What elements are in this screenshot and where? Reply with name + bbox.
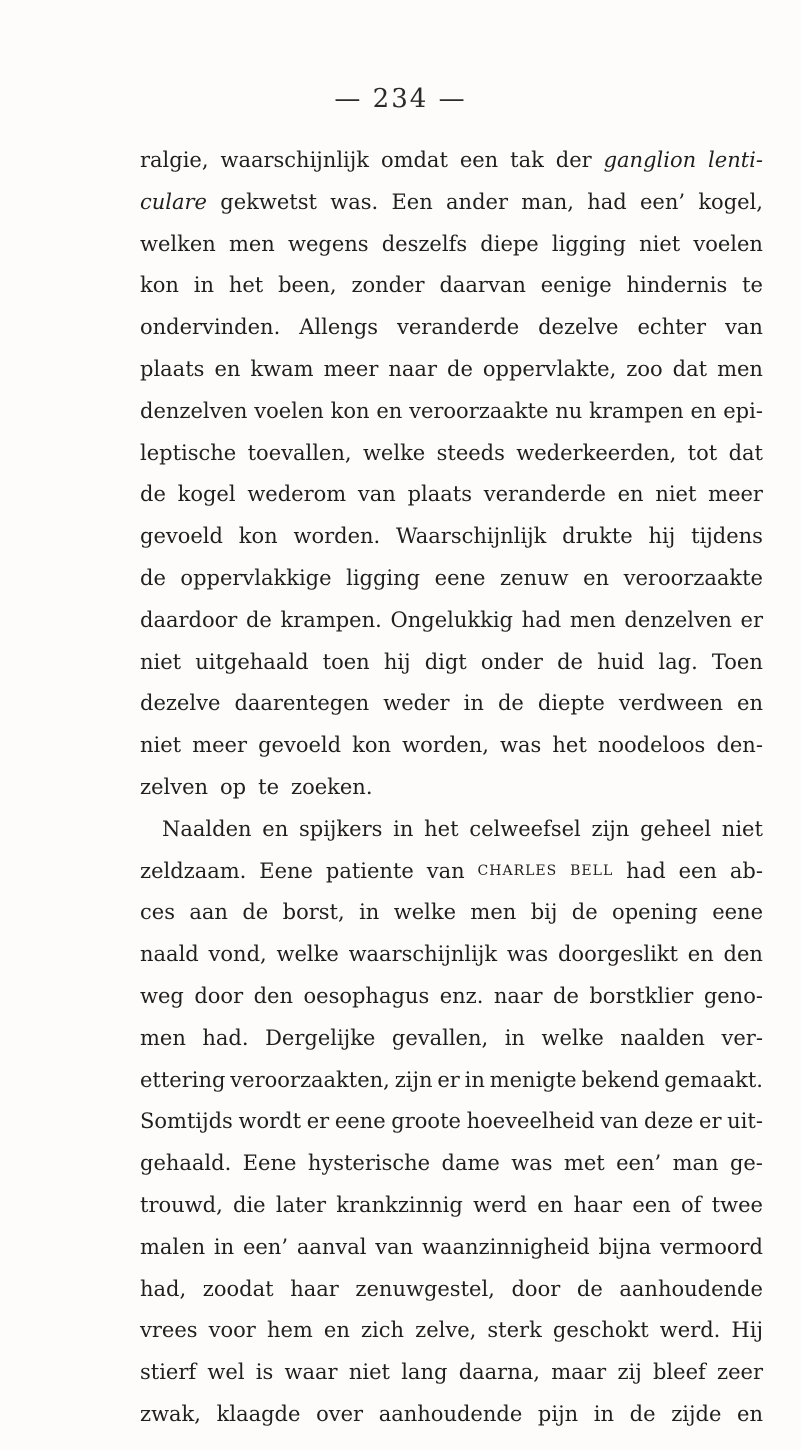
word: hindernis bbox=[626, 273, 728, 298]
word: den bbox=[253, 983, 294, 1008]
word: Eene bbox=[242, 1151, 297, 1176]
word: had bbox=[587, 189, 627, 214]
word: stierf bbox=[140, 1360, 197, 1385]
word: en bbox=[537, 1192, 564, 1217]
text-line bbox=[140, 1185, 763, 1227]
word: was. bbox=[330, 189, 379, 214]
text-line bbox=[140, 307, 763, 349]
word: naald bbox=[140, 942, 199, 967]
text-line bbox=[140, 851, 763, 893]
word: zelve, bbox=[415, 1318, 477, 1343]
text-line bbox=[140, 1060, 763, 1102]
word: later bbox=[275, 1192, 327, 1217]
word: onder bbox=[480, 649, 543, 674]
word: daarentegen bbox=[234, 691, 370, 716]
word: dat bbox=[728, 440, 763, 465]
word: oesophagus bbox=[303, 983, 430, 1008]
word: de bbox=[497, 691, 524, 716]
word: de bbox=[571, 900, 598, 925]
word: Naalden bbox=[162, 816, 252, 841]
word: ettering bbox=[140, 1067, 226, 1092]
word: kogel bbox=[177, 482, 236, 507]
word: werd bbox=[473, 1192, 527, 1217]
word: van bbox=[357, 482, 396, 507]
word: de bbox=[629, 1401, 656, 1426]
word: veroorzaakte bbox=[623, 565, 763, 590]
body-text bbox=[140, 140, 780, 1436]
word: het bbox=[424, 816, 459, 841]
word: had, bbox=[140, 1276, 187, 1301]
text-line bbox=[140, 1310, 763, 1352]
word: de bbox=[140, 565, 166, 590]
word: voelen bbox=[693, 231, 763, 256]
word: zeer bbox=[717, 1360, 763, 1385]
word: digt bbox=[424, 649, 467, 674]
word: in bbox=[213, 1234, 235, 1259]
word: veranderde bbox=[396, 315, 520, 340]
word: niet bbox=[639, 231, 681, 256]
word: ganglion bbox=[603, 148, 697, 172]
word: eene bbox=[434, 565, 486, 590]
word: veranderde bbox=[483, 482, 606, 507]
word: den bbox=[723, 942, 763, 967]
word: zoo bbox=[626, 356, 663, 381]
word: sterk bbox=[487, 1318, 542, 1343]
word: zijn bbox=[591, 816, 630, 841]
word: kwam bbox=[250, 356, 314, 381]
word: in bbox=[464, 1067, 485, 1092]
word: door bbox=[194, 983, 244, 1008]
word: eenige bbox=[540, 273, 612, 298]
word: culare bbox=[140, 189, 207, 214]
word: Waarschijnlijk bbox=[396, 524, 547, 549]
text-line bbox=[140, 265, 763, 307]
word: oppervlakte, bbox=[482, 356, 617, 381]
word: en bbox=[262, 816, 289, 841]
word: diepe bbox=[480, 231, 539, 256]
word: Ongelukkig bbox=[390, 607, 513, 632]
word: geno- bbox=[703, 983, 763, 1008]
word: met bbox=[563, 1151, 605, 1176]
word: weg bbox=[140, 983, 184, 1008]
word: ligging bbox=[346, 565, 421, 590]
word: tot bbox=[687, 440, 718, 465]
word: hij bbox=[648, 524, 676, 549]
word: echter bbox=[637, 315, 707, 340]
word: zenuw bbox=[500, 565, 569, 590]
word: krankzinnig bbox=[336, 1192, 463, 1217]
word: weder bbox=[383, 691, 450, 716]
text-line bbox=[140, 433, 763, 475]
word: van bbox=[600, 1109, 639, 1134]
word: er bbox=[699, 1109, 722, 1134]
word: kon bbox=[140, 273, 179, 298]
word: patiente bbox=[325, 858, 414, 883]
word: bij bbox=[530, 900, 558, 925]
word: plaats bbox=[140, 356, 205, 381]
word: zoeken. bbox=[291, 774, 373, 799]
word: aanhoudende bbox=[378, 1401, 523, 1426]
text-line bbox=[140, 809, 763, 851]
word: Dergelijke bbox=[265, 1025, 376, 1050]
word: diepte bbox=[537, 691, 605, 716]
word: toevallen, bbox=[247, 440, 352, 465]
word: CHARLES bbox=[477, 862, 558, 879]
word: werd. bbox=[659, 1318, 721, 1343]
word: en bbox=[690, 398, 717, 423]
text-line bbox=[140, 1018, 763, 1060]
word: lenti- bbox=[708, 148, 763, 172]
word: niet bbox=[140, 649, 182, 674]
word: naalden bbox=[620, 1025, 705, 1050]
word: een bbox=[632, 1192, 671, 1217]
word: er bbox=[437, 1067, 460, 1092]
word: tak bbox=[510, 148, 544, 172]
word: been, bbox=[278, 273, 337, 298]
word: in bbox=[359, 900, 380, 925]
word: lang bbox=[401, 1360, 448, 1385]
word: Hij bbox=[731, 1318, 763, 1343]
word: borstklier bbox=[589, 983, 694, 1008]
word: en bbox=[583, 565, 610, 590]
word: men bbox=[228, 231, 275, 256]
word: hysterische bbox=[307, 1151, 431, 1176]
text-line bbox=[140, 516, 763, 558]
word: ralgie, bbox=[140, 148, 209, 172]
text-line bbox=[140, 934, 763, 976]
word: te bbox=[258, 774, 279, 799]
word: vrees bbox=[140, 1318, 198, 1343]
text-line bbox=[140, 1394, 763, 1436]
word: een bbox=[459, 148, 499, 172]
word: man, bbox=[521, 189, 574, 214]
word: aanhoudende bbox=[619, 1276, 763, 1301]
word: menigte bbox=[489, 1067, 577, 1092]
word: lag. bbox=[658, 649, 698, 674]
word: dezelve bbox=[140, 691, 221, 716]
word: hoeveelheid bbox=[466, 1109, 595, 1134]
word: kon bbox=[238, 524, 278, 549]
word: deszelfs bbox=[381, 231, 468, 256]
word: er bbox=[306, 1109, 330, 1134]
word: haar bbox=[573, 1192, 623, 1217]
text-line bbox=[140, 892, 763, 934]
word: spijkers bbox=[298, 816, 383, 841]
word: zelven bbox=[140, 774, 209, 799]
word: naar bbox=[388, 356, 437, 381]
word: ge- bbox=[729, 1151, 763, 1176]
word: geheel bbox=[640, 816, 712, 841]
word: bijna bbox=[598, 1234, 652, 1259]
word: de bbox=[557, 649, 583, 674]
word: had. bbox=[202, 1025, 249, 1050]
word: ces bbox=[140, 900, 175, 925]
word: man bbox=[672, 1151, 719, 1176]
word: eene bbox=[334, 1109, 386, 1134]
word: meer bbox=[192, 733, 248, 758]
word: welke bbox=[393, 900, 456, 925]
word: de bbox=[576, 1276, 603, 1301]
word: hem bbox=[266, 1318, 313, 1343]
page-number: — 234 — bbox=[334, 84, 467, 114]
text-line bbox=[140, 1101, 763, 1143]
word: welke bbox=[276, 942, 339, 967]
word: over bbox=[316, 1401, 364, 1426]
word: worden. bbox=[293, 524, 381, 549]
word: een bbox=[678, 858, 717, 883]
word: uitgehaald bbox=[195, 649, 309, 674]
word: niet bbox=[348, 1360, 390, 1385]
word: daarna, bbox=[458, 1360, 540, 1385]
word: was bbox=[511, 1151, 553, 1176]
word: en bbox=[323, 1318, 350, 1343]
word: zijde bbox=[671, 1401, 722, 1426]
word: de bbox=[242, 900, 269, 925]
word: worden, bbox=[402, 733, 489, 758]
word: waarschijnlijk bbox=[220, 148, 370, 172]
word: drukte bbox=[562, 524, 633, 549]
word: een’ bbox=[616, 1151, 662, 1176]
word: gehaald. bbox=[140, 1151, 232, 1176]
word: waanzinnigheid bbox=[422, 1234, 590, 1259]
word: denzelven bbox=[140, 398, 248, 423]
word: noodeloos bbox=[597, 733, 706, 758]
text-line bbox=[140, 976, 763, 1018]
word: de bbox=[447, 356, 473, 381]
word: ondervinden. bbox=[140, 315, 281, 340]
word: epi- bbox=[723, 398, 763, 423]
word: zoodat bbox=[202, 1276, 274, 1301]
word: dat bbox=[672, 356, 708, 381]
word: in bbox=[504, 1025, 525, 1050]
word: er bbox=[740, 607, 763, 632]
word: nu bbox=[555, 398, 583, 423]
word: kon bbox=[330, 398, 370, 423]
word: en bbox=[617, 482, 644, 507]
text-line bbox=[140, 224, 763, 266]
text-line bbox=[140, 1269, 763, 1311]
word: trouwd, bbox=[140, 1192, 223, 1217]
word: aan bbox=[189, 900, 228, 925]
word: niet bbox=[721, 816, 763, 841]
word: van bbox=[725, 315, 763, 340]
word: vermoord bbox=[659, 1234, 763, 1259]
word: klaagde bbox=[216, 1401, 301, 1426]
word: een’ bbox=[639, 189, 686, 214]
word: in bbox=[463, 691, 484, 716]
word: en bbox=[687, 942, 714, 967]
word: meer bbox=[708, 482, 763, 507]
text-line bbox=[140, 349, 763, 391]
word: van bbox=[426, 858, 465, 883]
word: ab- bbox=[729, 858, 763, 883]
word: deze bbox=[643, 1109, 694, 1134]
word: ver- bbox=[721, 1025, 763, 1050]
word: wederkeerden, bbox=[516, 440, 677, 465]
text-line bbox=[140, 642, 763, 684]
word: geschokt bbox=[552, 1318, 649, 1343]
word: oppervlakkige bbox=[180, 565, 332, 590]
word: BELL bbox=[570, 862, 614, 879]
word: men bbox=[470, 900, 517, 925]
word: gevallen, bbox=[391, 1025, 489, 1050]
word: Eene bbox=[259, 858, 313, 883]
word: was bbox=[500, 733, 542, 758]
word: verdween bbox=[618, 691, 723, 716]
word: of bbox=[681, 1192, 702, 1217]
word: aanval bbox=[296, 1234, 367, 1259]
word: de bbox=[553, 983, 579, 1008]
word: wegens bbox=[287, 231, 369, 256]
word: veroorzaakte bbox=[409, 398, 549, 423]
word: veroorzaakten, bbox=[230, 1067, 390, 1092]
word: wederom bbox=[247, 482, 347, 507]
word: wordt bbox=[238, 1109, 302, 1134]
word: zijn bbox=[394, 1067, 433, 1092]
word: Toen bbox=[711, 649, 763, 674]
word: den- bbox=[716, 733, 763, 758]
word: der bbox=[555, 148, 592, 172]
word: en bbox=[376, 398, 403, 423]
word: wel bbox=[207, 1360, 245, 1385]
word: van bbox=[375, 1234, 414, 1259]
word: dezelve bbox=[538, 315, 619, 340]
word: Een bbox=[391, 189, 433, 214]
word: enz. bbox=[439, 983, 484, 1008]
word: maar bbox=[551, 1360, 607, 1385]
word: en bbox=[737, 1401, 763, 1426]
word: gevoeld bbox=[258, 733, 342, 758]
text-line bbox=[140, 683, 763, 725]
text-line bbox=[140, 600, 763, 642]
word: tijdens bbox=[691, 524, 763, 549]
word: de bbox=[245, 607, 272, 632]
word: opening bbox=[612, 900, 698, 925]
word: welke bbox=[541, 1025, 604, 1050]
text-line bbox=[140, 1143, 763, 1185]
word: welken bbox=[140, 231, 216, 256]
word: kogel, bbox=[698, 189, 763, 214]
word: naar bbox=[493, 983, 543, 1008]
word: vond, bbox=[208, 942, 267, 967]
word: daardoor bbox=[140, 607, 238, 632]
word: niet bbox=[140, 733, 182, 758]
word: omdat bbox=[380, 148, 448, 172]
word: waarschijnlijk bbox=[348, 942, 498, 967]
word: krampen bbox=[589, 398, 684, 423]
word: voelen bbox=[254, 398, 324, 423]
word: dame bbox=[441, 1151, 500, 1176]
word: door bbox=[511, 1276, 561, 1301]
word: welke bbox=[362, 440, 426, 465]
word: doorgeslikt bbox=[557, 942, 678, 967]
word: pijn bbox=[537, 1401, 579, 1426]
text-line bbox=[140, 1352, 763, 1394]
word: zwak, bbox=[140, 1401, 201, 1426]
word: groote bbox=[391, 1109, 461, 1134]
word: daarvan bbox=[439, 273, 526, 298]
word: eene bbox=[712, 900, 763, 925]
word: kon bbox=[352, 733, 392, 758]
word: Somtijds bbox=[140, 1109, 233, 1134]
word: zeldzaam. bbox=[140, 858, 247, 883]
word: op bbox=[220, 774, 247, 799]
word: ligging bbox=[551, 231, 626, 256]
word: steeds bbox=[436, 440, 505, 465]
word: huid bbox=[597, 649, 645, 674]
word: zich bbox=[360, 1318, 405, 1343]
word: toen bbox=[322, 649, 370, 674]
word: men bbox=[717, 356, 763, 381]
word: Allengs bbox=[299, 315, 379, 340]
word: te bbox=[742, 273, 763, 298]
word: was bbox=[506, 942, 549, 967]
word: in bbox=[593, 1401, 615, 1426]
word: waar bbox=[284, 1360, 338, 1385]
word: zenuwgestel, bbox=[355, 1276, 495, 1301]
word: zij bbox=[617, 1360, 642, 1385]
text-line bbox=[140, 1227, 763, 1269]
word: men bbox=[569, 607, 616, 632]
text-line bbox=[140, 182, 763, 224]
word: krampen. bbox=[280, 607, 382, 632]
word: in bbox=[193, 273, 214, 298]
word: gevoeld bbox=[140, 524, 223, 549]
word: gekwetst bbox=[220, 189, 317, 214]
text-line bbox=[140, 474, 763, 516]
word: borst, bbox=[282, 900, 345, 925]
text-line bbox=[140, 391, 763, 433]
word: haar bbox=[290, 1276, 339, 1301]
word: celweefsel bbox=[469, 816, 581, 841]
word: en bbox=[737, 691, 763, 716]
word: gemaakt. bbox=[664, 1067, 763, 1092]
word: bekend bbox=[581, 1067, 660, 1092]
word: en bbox=[214, 356, 241, 381]
text-line bbox=[140, 767, 763, 809]
word: het bbox=[228, 273, 264, 298]
word: de bbox=[140, 482, 166, 507]
word: uit- bbox=[727, 1109, 763, 1134]
word: had bbox=[521, 607, 562, 632]
word: malen bbox=[140, 1234, 206, 1259]
word: leptische bbox=[140, 440, 237, 465]
word: men bbox=[140, 1025, 186, 1050]
word: plaats bbox=[407, 482, 472, 507]
word: in bbox=[393, 816, 414, 841]
word: bleef bbox=[652, 1360, 706, 1385]
word: twee bbox=[711, 1192, 763, 1217]
text-line bbox=[140, 725, 763, 767]
word: is bbox=[255, 1360, 274, 1385]
word: die bbox=[233, 1192, 266, 1217]
word: hij bbox=[383, 649, 411, 674]
word: meer bbox=[323, 356, 379, 381]
word: het bbox=[552, 733, 587, 758]
text-line bbox=[140, 558, 763, 600]
word: denzelven bbox=[624, 607, 732, 632]
word: niet bbox=[655, 482, 697, 507]
word: zonder bbox=[351, 273, 425, 298]
word: een’ bbox=[242, 1234, 289, 1259]
text-line bbox=[140, 140, 763, 182]
word: voor bbox=[208, 1318, 256, 1343]
word: ander bbox=[446, 189, 508, 214]
word: had bbox=[626, 858, 666, 883]
